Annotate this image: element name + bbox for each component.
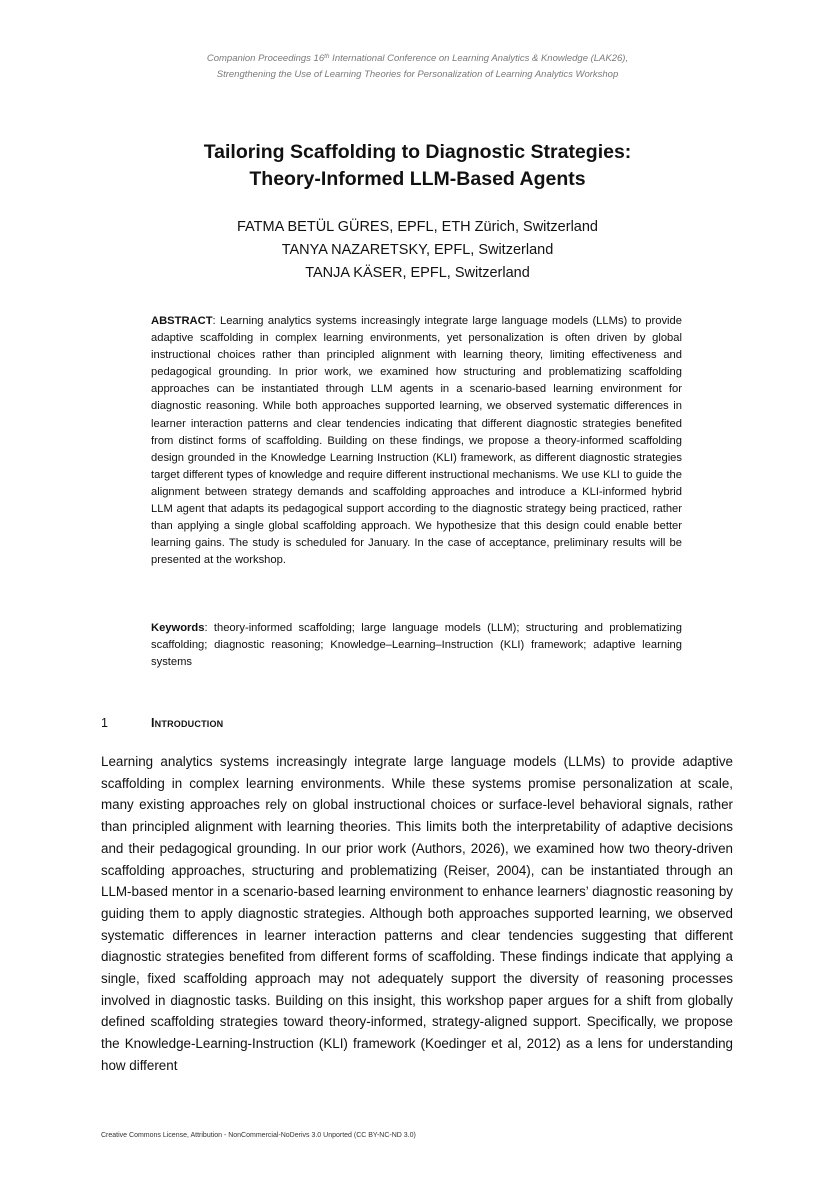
title-line-1: Tailoring Scaffolding to Diagnostic Strategies:	[203, 141, 632, 163]
section-number: 1	[101, 716, 108, 730]
section-heading	[101, 714, 701, 732]
section-title: Introduction	[151, 716, 224, 730]
author-list	[0, 216, 835, 285]
keywords	[151, 620, 682, 671]
author-3: TANJA KÄSER, EPFL, Switzerland	[305, 265, 530, 281]
title-line-2: Theory-Informed LLM-Based Agents	[249, 168, 586, 190]
paper-title	[0, 139, 835, 193]
running-header	[0, 49, 835, 83]
author-2: TANYA NAZARETSKY, EPFL, Switzerland	[281, 242, 554, 258]
keywords-label: Keywords	[151, 622, 205, 634]
header-line-1-prefix: Companion Proceedings 16	[206, 53, 325, 64]
license-footer: Creative Commons License, Attribution - NonCommercial-NoDerivs 3.0 Unported (CC BY-NC-ND 3.0)	[101, 1132, 416, 1139]
abstract-text: : Learning analytics systems increasingly integrate large language models (LLMs) to provide adaptive scaffolding in complex learning environments, yet personalization is often driven by global instructional choices rather than principled alignment with learning theory, limiting effectiveness and pedagogical grounding. In prior work, we examined how structuring and problematizing scaffolding approaches can be instantiated through LLM agents in a scenario-based learning environment for diagnostic reasoning. While both approaches supported learning, we observed systematic differences in learner interaction patterns and clear tendencies indicating that different diagnostic strategies benefited from distinct forms of scaffolding. Building on these findings, we propose a theory-informed scaffolding design grounded in the Knowledge Learning Instruction (KLI) framework, as different diagnostic strategies target different types of knowledge and require different instructional mechanisms. We use KLI to guide the alignment between strategy demands and scaffolding approaches and introduce a KLI-informed hybrid LLM agent that adapts its pedagogical support according to the diagnostic strategy being practiced, rather than applying a single global scaffolding approach. We hypothesize that this design could enable better learning gains. The study is scheduled for January. In the case of acceptance, preliminary results will be presented at the workshop.	[151, 315, 682, 567]
header-line-1-suffix: International Conference on Learning Analytics & Knowledge (LAK26),	[329, 53, 629, 64]
header-line-2: Strengthening the Use of Learning Theories for Personalization of Learning Analytics Workshop	[216, 69, 619, 80]
keywords-text: : theory-informed scaffolding; large language models (LLM); structuring and problematizing scaffolding; diagnostic reasoning; Knowledge–Learning–Instruction (KLI) framework; adaptive learning systems	[151, 622, 682, 669]
header-line-1	[0, 49, 835, 67]
header-ordinal-suffix: th	[324, 53, 330, 60]
author-1: FATMA BETÜL GÜRES, EPFL, ETH Zürich, Switzerland	[237, 219, 598, 235]
abstract-label: ABSTRACT	[151, 315, 213, 327]
abstract	[151, 313, 682, 569]
introduction-paragraph: Learning analytics systems increasingly integrate large language models (LLMs) to provide adaptive scaffolding in complex learning environments. While these systems promise personalization at scale, many existing approaches rely on global instructional choices or surface-level behavioral signals, rather than principled alignment with learning theories. This limits both the interpretability of adaptive decisions and their pedagogical grounding. In our prior work (Authors, 2026), we examined how two theory-driven scaffolding approaches, structuring and problematizing (Reiser, 2004), can be instantiated through an LLM-based mentor in a scenario-based learning environment to enhance learners’ diagnostic reasoning by guiding them to apply diagnostic strategies. Although both approaches supported learning, we observed systematic differences in learner interaction patterns and clear tendencies suggesting that different diagnostic strategies benefited from different forms of scaffolding. These findings indicate that applying a single, fixed scaffolding approach may not adequately support the diversity of reasoning processes involved in diagnostic tasks. Building on this insight, this workshop paper argues for a shift from globally defined scaffolding strategies toward theory-informed, strategy-aligned support. Specifically, we propose the Knowledge-Learning-Instruction (KLI) framework (Koedinger et al, 2012) as a lens for understanding how different	[101, 754, 733, 1073]
